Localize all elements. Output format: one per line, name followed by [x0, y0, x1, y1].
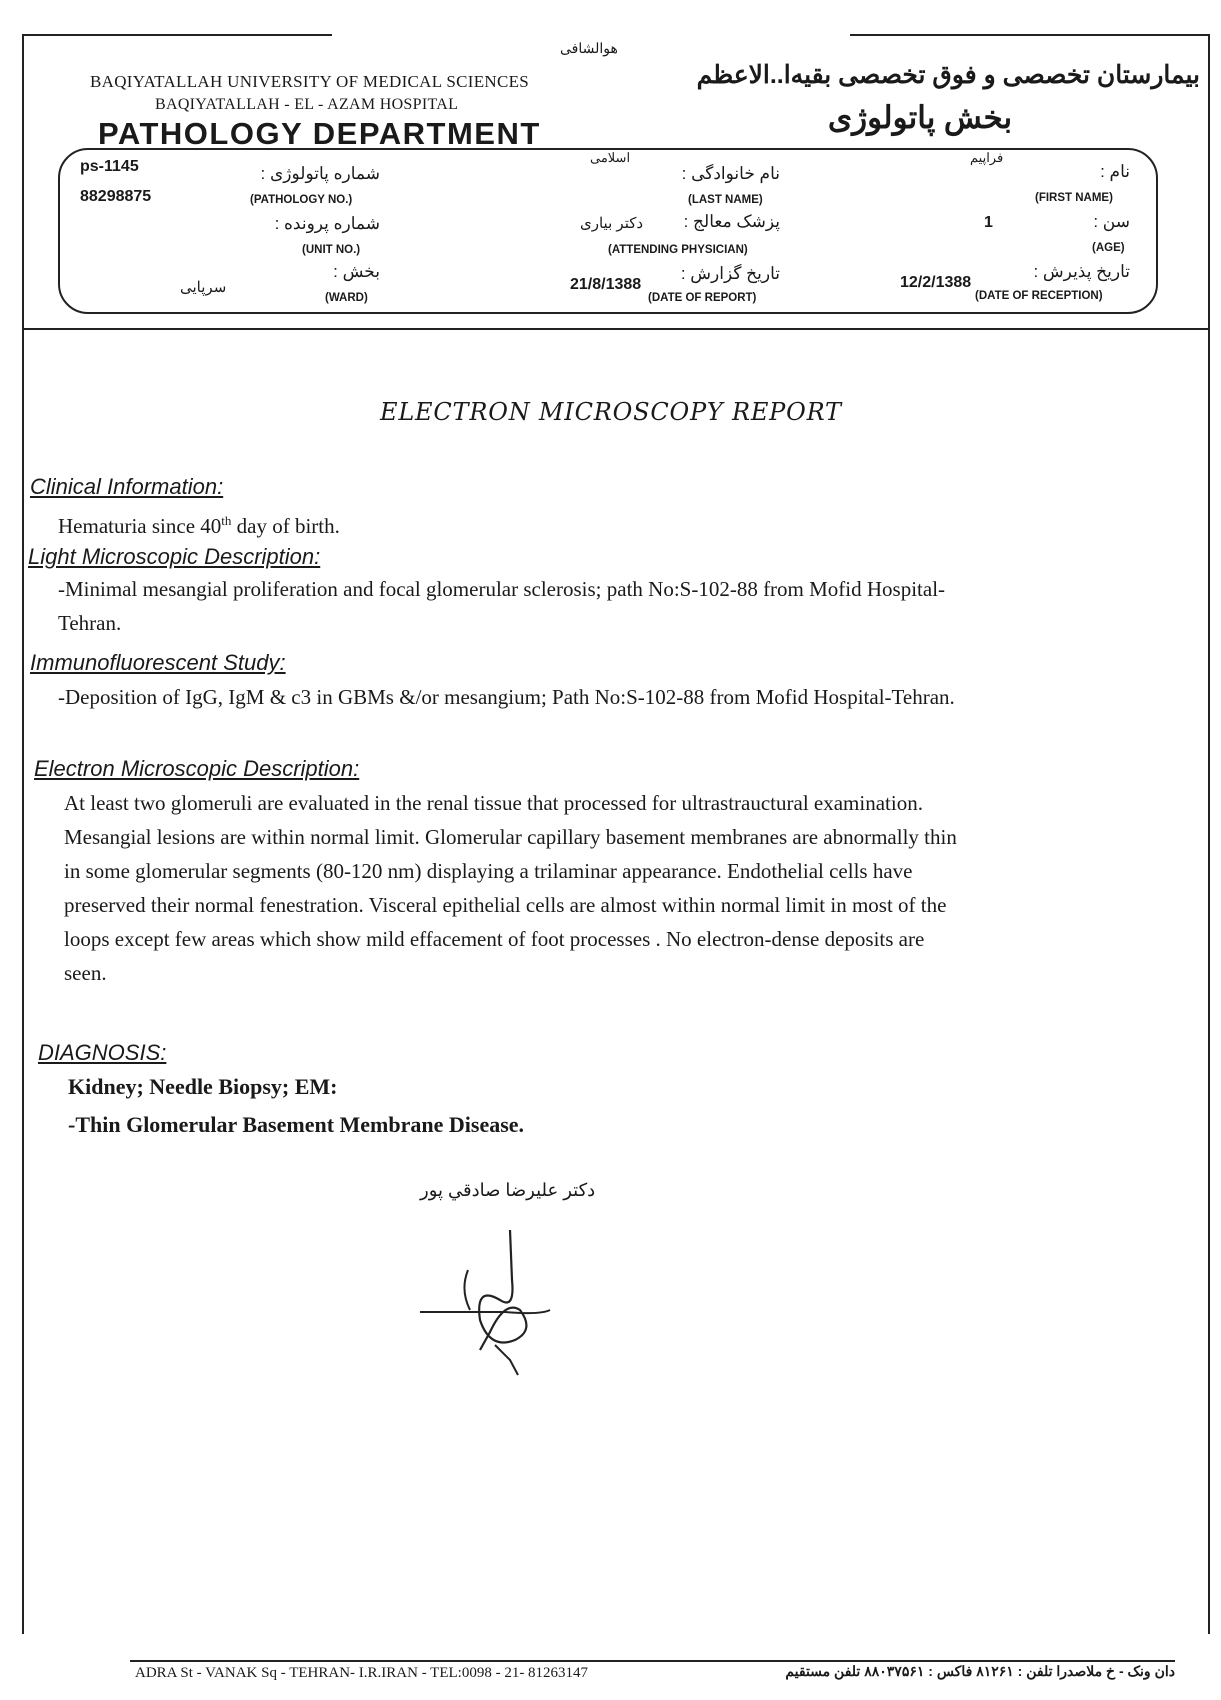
hospital-name-en: BAQIYATALLAH - EL - AZAM HOSPITAL [155, 96, 459, 113]
footer-address-en: ADRA St - VANAK Sq - TEHRAN- I.R.IRAN - TEL:0098 - 21- 81263147 [135, 1665, 589, 1681]
report-date-label-fa: تاریخ گزارش : [680, 264, 780, 283]
reception-date-label-en: (DATE OF RECEPTION) [975, 290, 1103, 302]
diagnosis-line-2: -Thin Glomerular Basement Membrane Disease. [68, 1112, 525, 1137]
report-title: ELECTRON MICROSCOPY REPORT [380, 398, 842, 426]
ward-value: سرپایی [180, 279, 227, 296]
pathology-no-label-fa: شماره پاتولوژی : [260, 164, 380, 183]
footer-address-fa: دان ونک - خ ملاصدرا تلفن : ۸۱۲۶۱ فاکس : ۸۸۰۳۷۵۶۱ تلفن مستقیم [785, 1663, 1175, 1679]
immunofluorescent-heading: Immunofluorescent Study: [30, 650, 286, 675]
university-name-en: BAQIYATALLAH UNIVERSITY OF MEDICAL SCIENCES [90, 72, 530, 91]
diagnosis-heading: DIAGNOSIS: [38, 1040, 167, 1065]
diagnosis-line-1: Kidney; Needle Biopsy; EM: [68, 1074, 338, 1099]
electron-microscopic-text [64, 786, 1204, 990]
first-name-value: فراپیم [970, 150, 1004, 165]
last-name-label-fa: نام خانوادگی : [681, 164, 780, 183]
footer-divider [130, 1660, 1175, 1662]
reception-date-value: 12/2/1388 [900, 274, 972, 291]
ward-label-en: (WARD) [325, 292, 368, 304]
last-name-value: اسلامی [590, 150, 631, 165]
light-microscopic-heading: Light Microscopic Description: [28, 544, 321, 569]
report-date-label-en: (DATE OF REPORT) [648, 292, 757, 304]
pathology-no-value: ps-1145 [80, 158, 139, 175]
ward-label-fa: بخش : [333, 262, 380, 281]
report-date-value: 21/8/1388 [570, 276, 642, 293]
electron-line-4: preserved their normal fenestration. Visceral epithelial cells are almost within normal limit in most of the [64, 893, 947, 917]
frame-line-right [1208, 34, 1210, 1634]
last-name-label-en: (LAST NAME) [688, 194, 763, 206]
department-name-fa: بخش پاتولوژی [827, 100, 1013, 135]
department-name-en: PATHOLOGY DEPARTMENT [98, 116, 541, 151]
light-line-1: -Minimal mesangial proliferation and focal glomerular sclerosis; path No:S-102-88 from Mofid Hospital- [58, 577, 946, 601]
frame-line-top-left [22, 34, 332, 36]
physician-label-en: (ATTENDING PHYSICIAN) [608, 244, 748, 256]
electron-line-1: At least two glomeruli are evaluated in the renal tissue that processed for ultrastrauctural examination. [64, 791, 923, 815]
frame-line-top-right [850, 34, 1210, 36]
hospital-name-fa: بیمارستان تخصصی و فوق تخصصی بقیه‌ا..الاعظم [696, 61, 1200, 89]
frame-line-left [22, 34, 24, 1634]
light-microscopic-text [58, 572, 1198, 640]
clinical-text-main: Hematuria since 40 [58, 514, 222, 538]
electron-microscopic-heading: Electron Microscopic Description: [34, 756, 360, 781]
electron-line-5: loops except few areas which show mild effacement of foot processes . No electron-dense deposits are [64, 927, 925, 951]
physician-label-fa: پزشک معالج : [683, 212, 780, 231]
unit-no-label-fa: شماره پرونده : [274, 214, 380, 233]
signatory-name: دکتر علیرضا صادقي پور [420, 1180, 596, 1200]
light-line-2: Tehran. [58, 611, 122, 635]
electron-line-2: Mesangial lesions are within normal limit. Glomerular capillary basement membranes are abnormally thin [64, 825, 957, 849]
clinical-text-end: day of birth. [231, 514, 340, 538]
first-name-label-fa: نام : [1100, 162, 1130, 181]
unit-no-label-en: (UNIT NO.) [302, 244, 361, 256]
immuno-line-1: -Deposition of IgG, IgM & c3 in GBMs &/or mesangium; Path No:S-102-88 from Mofid Hospital-Tehran. [58, 685, 955, 709]
physician-value: دکتر بیاری [580, 215, 644, 232]
first-name-label-en: (FIRST NAME) [1035, 192, 1113, 204]
clinical-info-text [58, 504, 340, 543]
electron-line-3: in some glomerular segments (80-120 nm) displaying a trilaminar appearance. Endothelial cells have [64, 859, 913, 883]
clinical-text-sup: th [221, 513, 232, 528]
prayer-heading: هوالشافی [560, 40, 618, 56]
pathology-no-label-en: (PATHOLOGY NO.) [250, 194, 353, 206]
age-value: 1 [984, 214, 993, 231]
age-label-en: (AGE) [1092, 242, 1125, 254]
immunofluorescent-text [58, 680, 1198, 714]
header-divider [22, 328, 1208, 330]
electron-line-6: seen. [64, 961, 107, 985]
age-label-fa: سن : [1093, 212, 1130, 231]
reception-date-label-fa: تاریخ پذیرش : [1033, 262, 1130, 281]
clinical-info-heading: Clinical Information: [30, 474, 224, 499]
unit-no-value: 88298875 [80, 188, 152, 205]
handwritten-signature [420, 1160, 600, 1380]
